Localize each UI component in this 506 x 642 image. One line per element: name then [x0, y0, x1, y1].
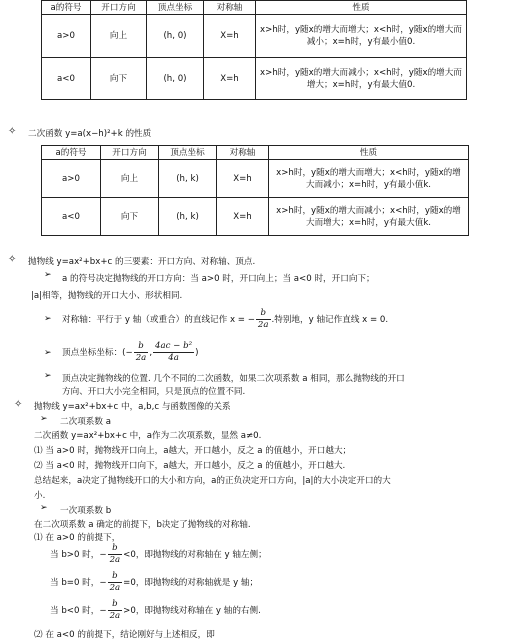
text-line: >0，即抛物线对称轴在 y 轴的右侧.: [123, 606, 261, 616]
cell-property: x>h时，y随x的增大而减小；x<h时，y随x的增大而增大；x=h时，y有最大值0.: [256, 58, 467, 100]
text-line: ⑴ 在 a>0 的前提下，: [34, 533, 121, 543]
vertex-coordinates-line: 顶点坐标坐标：(− $\frac{b}{2a}$ , $\frac{\text{4ac − b²}}{4a}$ ): [62, 341, 199, 363]
cell-sign: a>0: [42, 160, 101, 198]
cell-axis: X=h: [217, 160, 269, 198]
cell-vertex: (h, 0): [147, 15, 204, 58]
diamond-bullet-icon: ✧: [8, 126, 17, 137]
header-property: 性质: [256, 1, 467, 15]
table-header-row: [42, 146, 469, 160]
cell-property: x>h时，y随x的增大而减小；x<h时，y随x的增大而增大；x=h时，y有最大值k.: [269, 198, 469, 236]
cell-sign: a>0: [42, 15, 91, 58]
text-line: |a|相等，抛物线的开口大小、形状相同.: [31, 291, 183, 301]
fraction-b-over-2a: [108, 599, 123, 622]
text-line: 顶点决定抛物线的位置. 几个不同的二次函数，如果二次项系数 a 相同，那么抛物线的开口: [62, 374, 405, 384]
cell-direction: 向下: [101, 198, 159, 236]
header-sign: a的符号: [42, 146, 101, 160]
arrow-bullet-icon: ➢: [44, 348, 52, 358]
case-b-positive: [50, 542, 267, 568]
header-sign: a的符号: [42, 1, 91, 15]
fraction-b-over-2a: [108, 543, 123, 566]
cell-direction: 向下: [91, 58, 147, 100]
text-line: <0，即抛物线的对称轴在 y 轴左侧；: [123, 550, 267, 560]
fraction-numerator: b: [256, 308, 271, 320]
diamond-bullet-icon: ✧: [14, 399, 23, 410]
cell-axis: X=h: [217, 198, 269, 236]
text-line: 当 b<0 时，−: [50, 606, 107, 616]
fraction-denominator: 4a: [168, 353, 179, 363]
text-line: ): [195, 348, 199, 358]
subheading: 二次项系数 a: [60, 417, 111, 427]
fraction-denominator: 2a: [109, 611, 121, 621]
subheading: 一次项系数 b: [60, 506, 112, 516]
header-axis: 对称轴: [217, 146, 269, 160]
text-line: 小.: [34, 491, 46, 501]
text-line: 二次函数 y=ax²+bx+c 中，a作为二次项系数，显然 a≠0.: [34, 431, 262, 441]
fraction-numerator: b: [108, 543, 123, 555]
case-b-zero: [50, 570, 258, 596]
text-line: ⑴ 当 a>0 时，抛物线开口向上，a越大，开口越小，反之 a 的值越小，开口越大；: [34, 446, 352, 456]
text-line: 当 b>0 时，−: [50, 550, 107, 560]
table-row: [42, 198, 469, 236]
table-row: [42, 160, 469, 198]
fraction-b-over-2a: [134, 341, 149, 364]
fraction-numerator: 4ac − b²: [155, 341, 193, 351]
table-row: [42, 58, 467, 100]
header-vertex: 顶点坐标: [147, 1, 204, 15]
axis-of-symmetry-line: [62, 306, 388, 334]
fraction-numerator: b: [134, 341, 149, 353]
text-line: 当 b=0 时，−: [50, 578, 107, 588]
header-property: 性质: [269, 146, 469, 160]
section-heading: 抛物线 y=ax²+bx+c 中，a,b,c 与函数图像的关系: [34, 402, 231, 412]
fraction-denominator: 2a: [109, 583, 121, 593]
fraction-b-over-2a: [256, 308, 271, 331]
fraction-numerator: b: [108, 599, 123, 611]
text-line: 方向、开口大小完全相同，只是顶点的位置不同.: [62, 387, 246, 397]
text-line: 对称轴：平行于 y 轴（或重合）的直线记作 x = −: [62, 315, 255, 325]
case-b-negative: [50, 598, 261, 624]
header-direction: 开口方向: [91, 1, 147, 15]
section-heading: 抛物线 y=ax²+bx+c 的三要素：开口方向、对称轴、顶点.: [28, 257, 256, 267]
cell-sign: a<0: [42, 58, 91, 100]
cell-property: x>h时，y随x的增大而增大；x<h时，y随x的增大而减小；x=h时，y有最小值k.: [269, 160, 469, 198]
arrow-bullet-icon: ➢: [40, 414, 48, 424]
fraction-denominator: 2a: [257, 320, 269, 330]
table-row: [42, 15, 467, 58]
text-line: ⑵ 当 a<0 时，抛物线开口向下，a越大，开口越小，反之 a 的值越小，开口越大.: [34, 461, 346, 471]
arrow-bullet-icon: ➢: [44, 371, 52, 381]
header-vertex: 顶点坐标: [159, 146, 217, 160]
cell-property: x>h时，y随x的增大而增大；x<h时，y随x的增大而减小；x=h时，y有最小值0.: [256, 15, 467, 58]
arrow-bullet-icon: ➢: [44, 314, 52, 324]
cell-vertex: (h, k): [159, 160, 217, 198]
arrow-bullet-icon: ➢: [40, 503, 48, 513]
text-line: 顶点坐标坐标：(−: [62, 348, 133, 358]
table-header-row: [42, 1, 467, 15]
text-line: ⑵ 在 a<0 的前提下，结论刚好与上述相反，即: [34, 630, 215, 640]
fraction-numerator: b: [108, 571, 123, 583]
header-axis: 对称轴: [204, 1, 256, 15]
cell-vertex: (h, k): [159, 198, 217, 236]
cell-sign: a<0: [42, 198, 101, 236]
table-vertex-hk: [41, 145, 469, 236]
text-line: 总结起来，a决定了抛物线开口的大小和方向，a的正负决定开口方向，|a|的大小决定开口的大: [34, 476, 391, 486]
text-line: .特别地，y 轴记作直线 x = 0.: [271, 315, 389, 325]
table-vertex-h0: [41, 0, 467, 100]
cell-direction: 向上: [91, 15, 147, 58]
text-line: =0，即抛物线的对称轴就是 y 轴；: [123, 578, 259, 588]
cell-vertex: (h, 0): [147, 58, 204, 100]
fraction-denominator: 2a: [135, 353, 147, 363]
cell-direction: 向上: [101, 160, 159, 198]
section-heading: 二次函数 y=a(x−h)²+k 的性质: [28, 129, 152, 139]
header-direction: 开口方向: [101, 146, 159, 160]
fraction-denominator: 2a: [109, 555, 121, 565]
text-line: 在二次项系数 a 确定的前提下，b决定了抛物线的对称轴.: [34, 520, 251, 530]
cell-axis: X=h: [204, 15, 256, 58]
fraction-b-over-2a: [108, 571, 123, 594]
cell-axis: X=h: [204, 58, 256, 100]
fraction-vertex-y: [153, 341, 194, 364]
arrow-bullet-icon: ➢: [44, 270, 52, 280]
text-line: a 的符号决定抛物线的开口方向：当 a>0 时，开口向上；当 a<0 时，开口向下；: [62, 274, 375, 284]
diamond-bullet-icon: ✧: [8, 254, 17, 265]
